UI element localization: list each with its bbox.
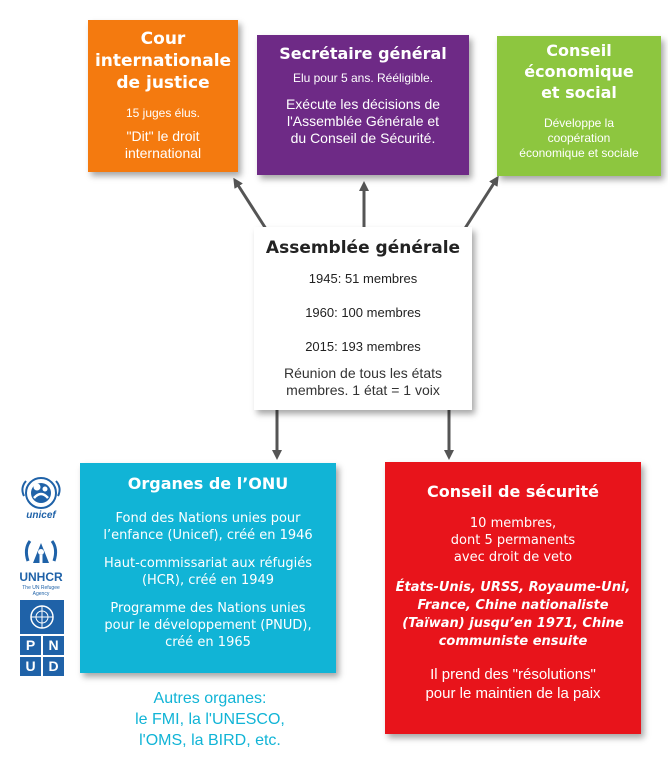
onu-item-hcr: Haut-commissariat aux réfugiés (HCR), créé en 1949 (103, 556, 312, 588)
pnud-emblem-tile (20, 600, 64, 634)
onu-item-unicef: Fond des Nations unies pour l’enfance (Unicef), créé en 1946 (103, 511, 313, 543)
onu-title: Organes de l’ONU (127, 474, 289, 493)
sg-mandate: Elu pour 5 ans. Rééligible. (292, 71, 434, 85)
un-emblem-icon (20, 600, 64, 634)
cij-box (88, 20, 238, 172)
ag-title: Assemblée générale (265, 238, 461, 258)
cs-resolutions: Il prend des "résolutions" pour le maintien de la paix (425, 666, 601, 702)
sg-title: Secrétaire général (279, 44, 447, 63)
cs-members: 10 membres, dont 5 permanents avec droit de veto (450, 516, 576, 565)
pnud-letter-n: N (43, 636, 64, 655)
unhcr-emblem-icon (14, 535, 68, 569)
sg-box (257, 35, 469, 175)
unhcr-sublabel: The UN Refugee Agency (22, 585, 60, 597)
ag-members-2015: 2015: 193 membres (305, 339, 421, 354)
cij-role: "Dit" le droit international (124, 128, 202, 161)
unhcr-logo (14, 535, 68, 597)
unicef-emblem-icon (14, 476, 68, 510)
other-organs-text: Autres organes: le FMI, la l'UNESCO, l'OMS, la BIRD, etc. (135, 690, 285, 749)
pnud-letter-p: P (20, 636, 41, 655)
ces-title: Conseil économique et social (524, 41, 634, 102)
onu-box (80, 463, 336, 673)
cij-judges: 15 juges élus. (125, 106, 201, 120)
sg-role: Exécute les décisions de l'Assemblée Générale et du Conseil de Sécurité. (285, 96, 441, 146)
ces-box (497, 36, 661, 176)
pnud-letter-u: U (20, 657, 41, 676)
unhcr-label: UNHCR (19, 570, 63, 584)
ces-role: Développe la coopération économique et sociale (519, 116, 639, 160)
arrow-to-ces (462, 180, 496, 233)
ag-description: Réunion de tous les états membres. 1 état = 1 voix (284, 365, 442, 398)
cij-title: Cour internationale de justice (94, 29, 232, 93)
cs-title: Conseil de sécurité (426, 482, 600, 501)
cs-box (385, 462, 641, 734)
ag-members-1960: 1960: 100 membres (305, 305, 421, 320)
ag-box (254, 227, 472, 410)
ag-members-1945: 1945: 51 membres (308, 271, 418, 286)
arrow-to-cij (236, 182, 268, 232)
onu-item-pnud: Programme des Nations unies pour le développement (PNUD), créé en 1965 (104, 601, 312, 650)
unicef-label: unicef (26, 510, 56, 521)
cs-permanent-list: États-Unis, URSS, Royaume-Uni, France, Chine nationaliste (Taïwan) jusqu’en 1971, Chine communiste ensuite (395, 580, 631, 649)
pnud-logo (20, 600, 64, 676)
unicef-logo (14, 476, 68, 522)
pnud-letter-d: D (43, 657, 64, 676)
